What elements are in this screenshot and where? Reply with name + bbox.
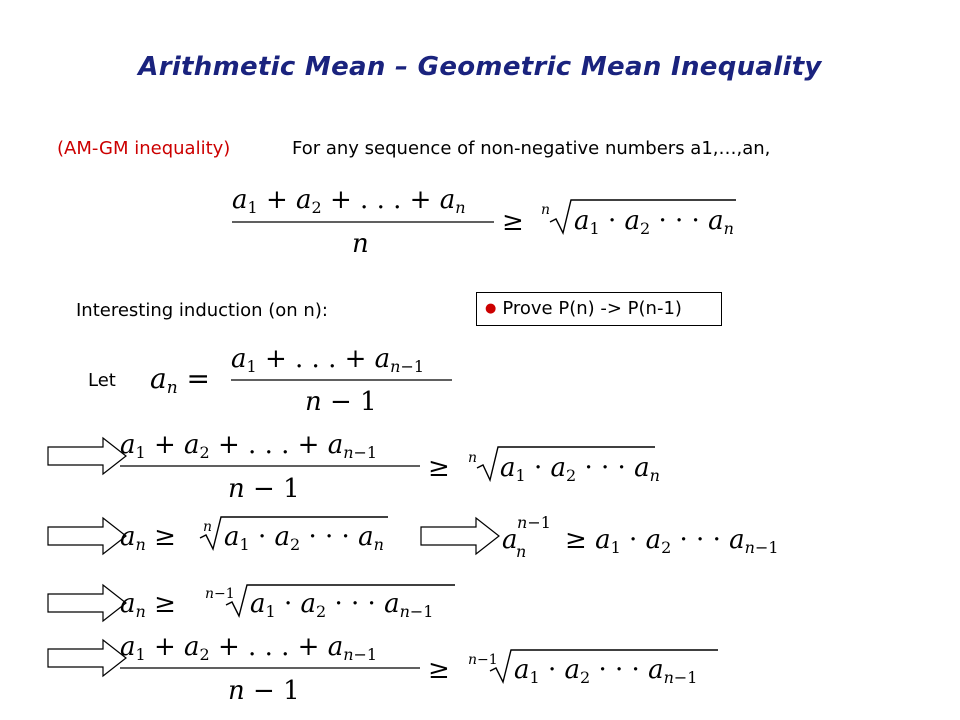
svg-text:n − 1: n − 1 (305, 387, 377, 417)
svg-text:a1 + a2 + . . . + an−1: a1 + a2 + . . . + an−1 (120, 632, 378, 664)
prove-text: Prove P(n) -> P(n-1) (502, 298, 682, 319)
implies-arrow-icon (48, 585, 126, 621)
page-title: Arithmetic Mean – Geometric Mean Inequality (138, 52, 822, 82)
svg-text:a: a (502, 525, 518, 555)
svg-text:n: n (468, 450, 478, 466)
svg-text:a1 + . . . + an−1: a1 + . . . + an−1 (231, 344, 425, 376)
svg-text:n−1: n−1 (517, 513, 551, 532)
implies-arrow-icon (48, 438, 126, 474)
svg-text:n: n (516, 542, 527, 561)
svg-text:≥: ≥ (428, 453, 450, 483)
implies-arrow-icon (48, 518, 126, 554)
formula-step-1 (120, 430, 660, 504)
svg-text:n: n (541, 202, 551, 218)
formula-step-5 (120, 632, 718, 706)
svg-text:a1 · a2 · · · an−1: a1 · a2 · · · an−1 (514, 655, 698, 687)
formula-let (150, 344, 452, 417)
formula-am-gm (232, 185, 736, 259)
svg-text:an ≥: an ≥ (120, 522, 176, 554)
svg-text:an ≥: an ≥ (120, 589, 176, 621)
svg-text:a1 + a2 + . . . + an−1: a1 + a2 + . . . + an−1 (120, 430, 378, 462)
svg-text:≥ a1 · a2 · · · an−1: ≥ a1 · a2 · · · an−1 (565, 525, 779, 557)
svg-text:a1 + a2 + . . . + an: a1 + a2 + . . . + an (232, 185, 466, 217)
formula-step-3 (502, 513, 779, 561)
svg-text:an =: an = (150, 362, 211, 398)
svg-text:≥: ≥ (502, 207, 524, 237)
svg-text:n: n (203, 519, 213, 535)
svg-text:n−1: n−1 (205, 586, 235, 602)
am-gm-statement: For any sequence of non-negative numbers a1,…,an, (292, 138, 771, 159)
formula-step-4 (120, 585, 455, 621)
induction-label: Interesting induction (on n): (76, 300, 328, 321)
svg-text:a1 · a2 · · · an−1: a1 · a2 · · · an−1 (250, 589, 434, 621)
svg-text:a1 · a2 · · · an: a1 · a2 · · · an (500, 453, 660, 485)
formula-step-2 (120, 517, 388, 554)
svg-text:a1 · a2 · · · an: a1 · a2 · · · an (574, 206, 734, 238)
am-gm-label: (AM-GM inequality) (57, 138, 231, 159)
svg-text:n−1: n−1 (468, 652, 498, 668)
let-label: Let (88, 370, 116, 391)
bullet-icon: ● (485, 301, 497, 316)
svg-text:n − 1: n − 1 (228, 676, 300, 706)
svg-text:≥: ≥ (428, 655, 450, 685)
implies-arrow-icon (421, 518, 499, 554)
implies-arrow-icon (48, 640, 126, 676)
svg-text:n − 1: n − 1 (228, 474, 300, 504)
svg-text:a1 · a2 · · · an: a1 · a2 · · · an (224, 522, 384, 554)
svg-text:n: n (352, 229, 369, 259)
